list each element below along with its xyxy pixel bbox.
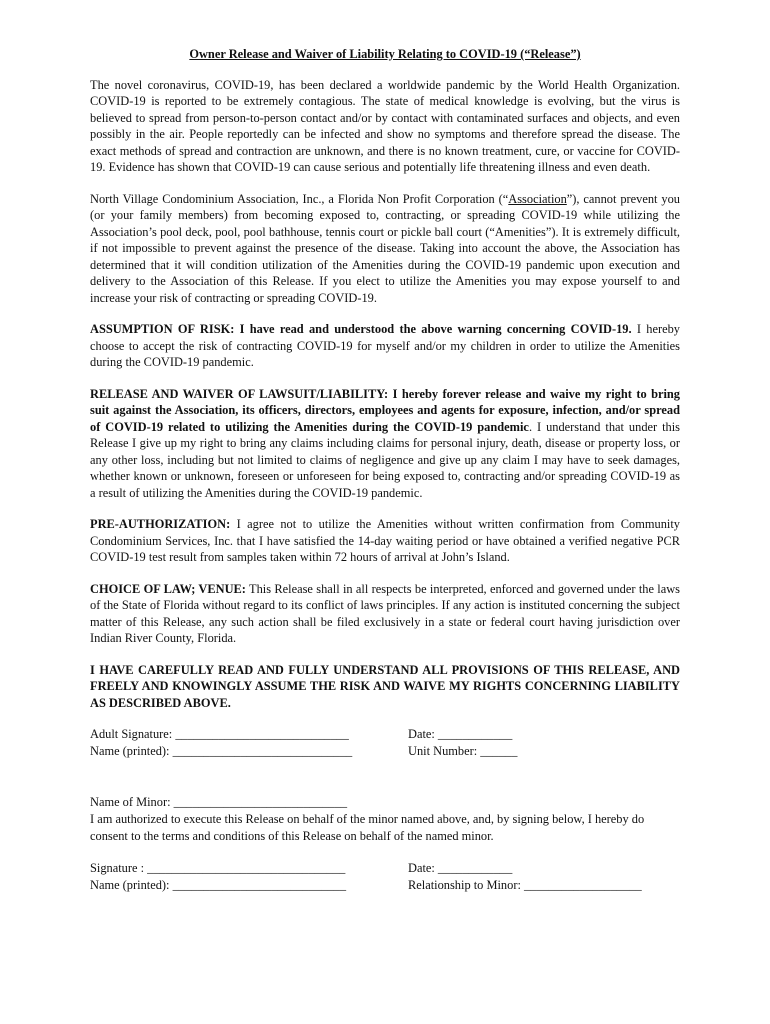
minor-authorization-text: I am authorized to execute this Release on behalf of the minor named above, and, by signing below, I hereby do consent to the terms and conditions of this Release on behalf of the named minor. <box>90 812 645 843</box>
guardian-signature-line[interactable]: Signature : ________________________________ <box>90 861 346 875</box>
choice-heading: CHOICE OF LAW; VENUE: <box>90 581 246 596</box>
release-bold-text: RELEASE AND WAIVER OF LAWSUIT/LIABILITY: I hereby forever release and waive my right to bring suit against the Association, its officers, directors, employees and agents for exposure, infection, and/or spread of COVID-19 related to utilizing the Amenities during the COVID-19 pandemic <box>90 386 680 434</box>
association-term: Association <box>508 191 567 206</box>
guardian-date-line[interactable]: Date: ____________ <box>408 861 513 875</box>
association-text-before: North Village Condominium Association, Inc., a Florida Non Profit Corporation (“ <box>90 191 509 206</box>
adult-date-line[interactable]: Date: ____________ <box>408 727 513 741</box>
document-title: Owner Release and Waiver of Liability Relating to COVID-19 (“Release”) <box>189 47 581 61</box>
preauth-text: I agree not to utilize the Amenities without written confirmation from Community Condominium Services, Inc. that I have satisfied the 14-day waiting period or have obtained a verified negative PCR COVID-19 test result from samples taken within 72 hours of arrival at John’s Island. <box>90 517 680 564</box>
choice-of-law-paragraph <box>90 581 680 647</box>
unit-number-line[interactable]: Unit Number: ______ <box>408 744 518 758</box>
adult-name-line[interactable]: Name (printed): _____________________________ <box>90 744 353 758</box>
minor-section <box>90 794 680 894</box>
minor-name-line[interactable]: Name of Minor: ____________________________ <box>90 795 348 809</box>
choice-text: This Release shall in all respects be interpreted, enforced and governed under the laws of the State of Florida without regard to its conflict of laws principles. If any action is instituted concerning the subject matter of this Release, any such action shall be filed exclusively in a state or federal court having jurisdiction over Indian River County, Florida. <box>90 581 680 645</box>
assumption-of-risk-paragraph <box>90 321 680 371</box>
relationship-to-minor-line[interactable]: Relationship to Minor: ___________________ <box>408 878 642 892</box>
guardian-name-line[interactable]: Name (printed): ____________________________ <box>90 878 347 892</box>
acknowledgement-paragraph: I HAVE CAREFULLY READ AND FULLY UNDERSTAND ALL PROVISIONS OF THIS RELEASE, AND FREELY AND KNOWINGLY ASSUME THE RISK AND WAIVE MY RIGHTS CONCERNING LIABILITY AS DESCRIBED ABOVE. <box>90 662 680 710</box>
release-text: . I understand that under this Release I give up my right to bring any claims including claims for personal injury, death, disease or property loss, or any other loss, including but not limited to claims of negligence and give up any claim I may have to seek damages, whether known or unknown, foreseen or unforeseen for being exposed to, contracting and/or spreading COVID-19 as a result of utilizing the Amenities during the COVID-19 pandemic. <box>90 419 680 500</box>
assumption-heading: ASSUMPTION OF RISK <box>90 322 231 336</box>
association-text-after: ”), cannot prevent you (or your family members) from becoming exposed to, contracting, or spreading COVID-19 while utilizing the Association’s pool deck, pool, pool bathhouse, tennis court or pickle ball court (“Amenities”). It is extremely difficult, if not impossible to prevent against the presence of the disease. Taking into account the above, the Association has determined that it will condition utilization of the Amenities during the COVID-19 pandemic upon execution and delivery to the Association of this Release. If you elect to utilize the Amenities you may expose yourself to and increase your risk of contracting or spreading COVID-19. <box>90 191 680 305</box>
association-paragraph <box>90 191 680 307</box>
release-waiver-paragraph <box>90 386 680 502</box>
intro-paragraph: The novel coronavirus, COVID-19, has been declared a worldwide pandemic by the World Health Organization. COVID-19 is reported to be extremely contagious. The state of medical knowledge is evolving, but the virus is believed to spread from person-to-person contact and/or by contact with contaminated surfaces and objects, and even possibly in the air. People reportedly can be infected and show no symptoms and therefore spread the disease. The exact methods of spread and contraction are unknown, and there is no known treatment, cure, or vaccine for COVID-19. Evidence has shown that COVID-19 can cause serious and potentially life threatening illness and even death. <box>90 77 680 174</box>
adult-signature-line[interactable]: Adult Signature: ____________________________ <box>90 727 349 741</box>
assumption-bold-text: : I have read and understood the above warning concerning COVID-19. <box>230 322 632 336</box>
pre-authorization-paragraph <box>90 516 680 566</box>
assumption-text: I hereby choose to accept the risk of contracting COVID-19 for myself and/or my children in order to utilize the Amenities during the COVID-19 pandemic. <box>90 322 680 369</box>
adult-signature-block <box>90 726 680 760</box>
preauth-heading: PRE-AUTHORIZATION: <box>90 517 231 531</box>
